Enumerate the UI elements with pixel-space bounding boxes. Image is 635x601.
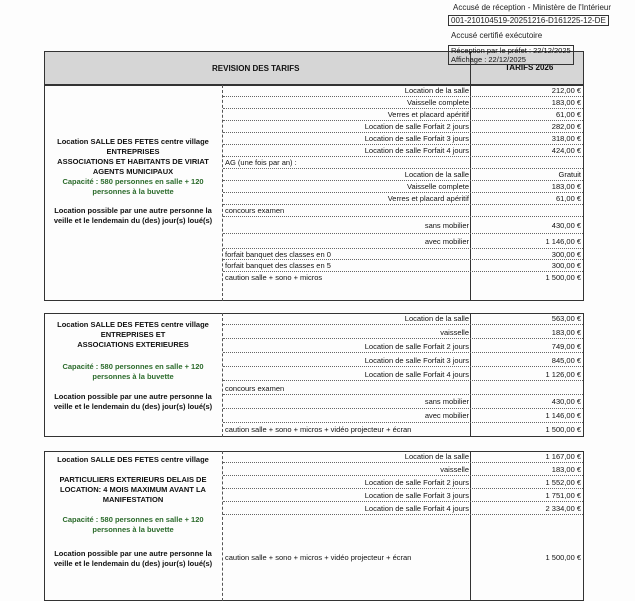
section-1-title: Location SALLE DES FETES centre village [57, 137, 209, 146]
table-row [223, 369, 583, 381]
row-price: 430,00 € [551, 221, 581, 230]
section-3-capacity: Capacité : 580 personnes en salle + 120 personnes à la buvette [62, 515, 204, 534]
row-price: 300,00 € [551, 250, 581, 259]
row-price: 1 126,00 € [545, 370, 581, 379]
section-2-subtitle-1: ENTREPRISES ET [100, 330, 166, 339]
row-label: vaisselle [440, 465, 469, 474]
row-price: 212,00 € [551, 86, 581, 95]
row-label: Location de salle Forfait 3 jours [364, 491, 469, 500]
table-row [223, 477, 583, 489]
section-1-subtitle-3: AGENTS MUNICIPAUX [92, 167, 174, 176]
table-row [223, 327, 583, 339]
table-row [223, 121, 583, 133]
section-2-subtitle-2: ASSOCIATIONS EXTERIEURES [77, 340, 189, 349]
row-label: caution salle + sono + micros + vidéo projecteur + écran [225, 425, 412, 434]
header-title: REVISION DES TARIFS [212, 64, 300, 73]
table-row [223, 181, 583, 193]
table-row [223, 515, 583, 600]
row-price: 300,00 € [551, 261, 581, 270]
row-price: 1 500,00 € [545, 553, 581, 562]
table-row [223, 451, 583, 463]
row-price: 61,00 € [555, 194, 581, 203]
table-row [223, 409, 583, 423]
row-price: 318,00 € [551, 134, 581, 143]
stamp-id: 001-210104519-20251216-D161225-12-DE [448, 15, 609, 26]
section-2-title: Location SALLE DES FETES centre village [57, 320, 209, 329]
stamp-line-2: Accusé certifié exécutoire [451, 31, 543, 40]
section-3-description [46, 455, 220, 569]
row-label: Location de la salle [404, 86, 469, 95]
row-label: Vaisselle complete [407, 98, 469, 107]
row-price: 563,00 € [551, 314, 581, 323]
row-label: Location de salle Forfait 3 jours [364, 356, 469, 365]
row-label: Location de salle Forfait 3 jours [364, 134, 469, 143]
table-row [223, 157, 583, 169]
row-label: Location de salle Forfait 2 jours [364, 478, 469, 487]
table-row [223, 217, 583, 234]
row-price: 1 146,00 € [545, 237, 581, 246]
row-label: avec mobilier [424, 411, 469, 420]
row-label: Location de la salle [404, 170, 469, 179]
table-row [223, 355, 583, 367]
row-label: caution salle + sono + micros [225, 273, 323, 282]
table-row [223, 272, 583, 284]
row-price: 282,00 € [551, 122, 581, 131]
row-label: Location de salle Forfait 2 jours [364, 342, 469, 351]
table-row [223, 97, 583, 109]
row-price: 845,00 € [551, 356, 581, 365]
section-1-description [46, 137, 220, 226]
row-price: 2 334,00 € [545, 504, 581, 513]
row-price: 1 751,00 € [545, 491, 581, 500]
table-row [223, 341, 583, 353]
row-label: Location de salle Forfait 4 jours [364, 370, 469, 379]
row-price: 1 500,00 € [545, 273, 581, 282]
section-1-subtitle-2: ASSOCIATIONS ET HABITANTS DE VIRIAT [57, 157, 209, 166]
row-label: Verres et placard apéritif [387, 194, 469, 203]
row-label: Vaisselle complete [407, 182, 469, 191]
stamp-reception-box [448, 45, 574, 65]
section-1-subtitle-1: ENTREPRISES [106, 147, 160, 156]
table-row [223, 383, 583, 395]
ag-label: AG (une fois par an) : [225, 158, 297, 167]
row-label: vaisselle [440, 328, 469, 337]
row-price: 183,00 € [551, 328, 581, 337]
row-price: 183,00 € [551, 98, 581, 107]
section-2-note: Location possible par une autre personne la veille et le lendemain du (des) jour(s) loué(s) [53, 392, 213, 411]
header-year: TARIFS 2026 [505, 63, 554, 72]
row-label: sans mobilier [424, 397, 469, 406]
row-label: Verres et placard apéritif [387, 110, 469, 119]
table-row [223, 395, 583, 409]
concours-label: concours examen [225, 384, 285, 393]
row-price: 430,00 € [551, 397, 581, 406]
table-row [223, 249, 583, 260]
table-row [223, 313, 583, 325]
row-price: 749,00 € [551, 342, 581, 351]
table-row [223, 133, 583, 145]
section-2-description [46, 320, 220, 412]
row-price: 424,00 € [551, 146, 581, 155]
row-label: avec mobilier [424, 237, 469, 246]
stamp-affichage: Affichage : 22/12/2025 [451, 55, 526, 64]
table-row [223, 260, 583, 272]
section-2-capacity: Capacité : 580 personnes en salle + 120 personnes à la buvette [62, 362, 204, 381]
row-label: Location de salle Forfait 4 jours [364, 146, 469, 155]
row-price: 1 167,00 € [545, 452, 581, 461]
row-price: 183,00 € [551, 465, 581, 474]
stamp-line-1: Accusé de réception - Ministère de l'Intérieur [453, 3, 612, 12]
table-row [223, 490, 583, 502]
row-label: Location de la salle [404, 314, 469, 323]
table-row [223, 169, 583, 181]
concours-label: concours examen [225, 206, 285, 215]
row-price: 1 552,00 € [545, 478, 581, 487]
row-label: Location de la salle [404, 452, 469, 461]
table-row [223, 193, 583, 205]
row-price: 183,00 € [551, 182, 581, 191]
table-row [223, 464, 583, 476]
table-row [223, 109, 583, 121]
section-1-capacity: Capacité : 580 personnes en salle + 120 personnes à la buvette [62, 177, 204, 196]
table-row [223, 234, 583, 249]
row-price: 1 500,00 € [545, 425, 581, 434]
row-price: 1 146,00 € [545, 411, 581, 420]
row-price: 61,00 € [555, 110, 581, 119]
section-3-title: Location SALLE DES FETES centre village [57, 455, 209, 464]
row-price: Gratuit [558, 170, 581, 179]
row-label: caution salle + sono + micros + vidéo projecteur + écran [225, 553, 412, 562]
section-3-note: Location possible par une autre personne la veille et le lendemain du (des) jour(s) loué(s) [53, 549, 213, 568]
row-label: forfait banquet des classes en 0 [225, 250, 331, 259]
row-label: Location de salle Forfait 2 jours [364, 122, 469, 131]
row-label: Location de salle Forfait 4 jours [364, 504, 469, 513]
table-row [223, 145, 583, 157]
table-row [223, 503, 583, 515]
stamp-reception: Réception par le préfet : 22/12/2025 [451, 46, 571, 55]
row-label: forfait banquet des classes en 5 [225, 261, 331, 270]
section-1-note: Location possible par une autre personne la veille et le lendemain du (des) jour(s) loué(s) [53, 206, 213, 225]
table-row [223, 85, 583, 97]
table-row [223, 423, 583, 436]
table-row [223, 205, 583, 217]
section-3-subtitle: PARTICULIERS EXTERIEURS DELAIS DE LOCATION: 4 MOIS MAXIMUM AVANT LA MANIFESTATION [59, 475, 207, 504]
row-label: sans mobilier [424, 221, 469, 230]
